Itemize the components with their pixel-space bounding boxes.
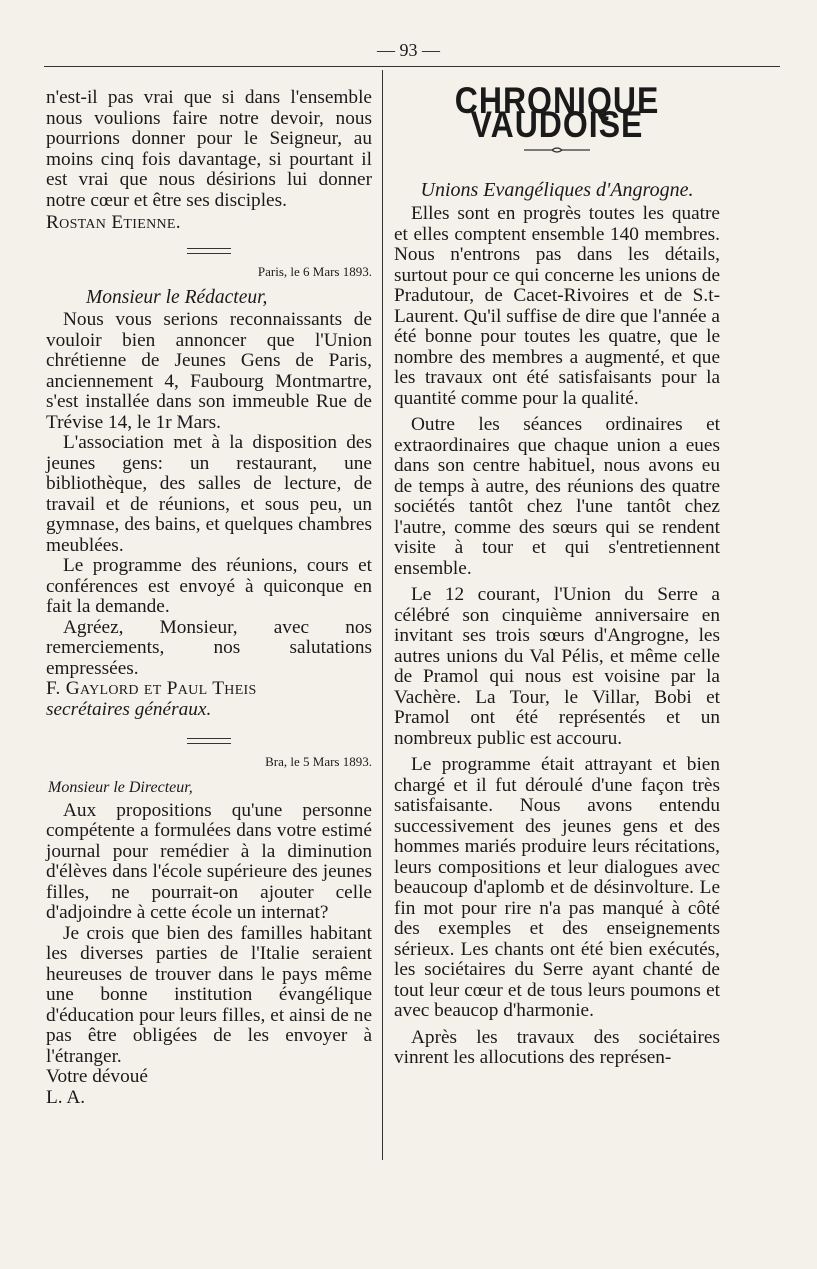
ornament-flourish-icon	[522, 146, 592, 154]
dateline-bra: Bra, le 5 Mars 1893.	[265, 754, 372, 769]
paragraph-internat: Aux propositions qu'une personne compétente a formulées dans votre estimé journal pour remédier à la diminution d'élèves dans l'école supérieure des jeunes filles, ne pourrait-on ajouter celle d'adjoindre à cette école un internat?	[46, 799, 372, 923]
signature-rostan: Rostan Etienne.	[46, 212, 181, 233]
paragraph-programme-vaudois: Le programme était attrayant et bien chargé et il fut déroulé d'une façon très satisfaisante. Nous avons entendu successivement des jeunes gens et des hommes mariés produire leurs récitations, leurs compositions et leur dialogues avec beaucoup d'aplomb et de désinvolture. Le fin mot pour rire n'a pas manqué à côté des exemples et des enseignements sérieux. Les chants ont été bien exécutés, les sociétaires du Serre ayant chanté de tout leur cœur et de tous leurs poumons et avec beaucop d'harmonie.	[394, 754, 720, 1021]
dateline-paris: Paris, le 6 Mars 1893.	[257, 263, 372, 279]
closing-devoue: Votre dévoué	[46, 1066, 148, 1087]
paragraph-anniversaire: Le 12 courant, l'Union du Serre a célébré son cinquième anniversaire en invitant ses trois sœurs d'Angrogne, les autres unions du Val Pélis, et même celle de Pramol qui nous est voisine par la Vachère. La Tour, le Villar, Bobi et Pramol ont été représentés et un nombreux public est accouru.	[394, 584, 720, 749]
signature-title: secrétaires généraux.	[46, 698, 212, 720]
header-rule	[44, 66, 780, 67]
paragraph-agreez: Agréez, Monsieur, avec nos remerciements, nos salutations empressées.	[46, 616, 372, 679]
signature-gaylord-theis: F. Gaylord et Paul Theis	[46, 678, 257, 699]
paragraph-familles: Je crois que bien des familles habitant les diverses parties de l'Italie seraient heureuses de trouver dans le pays même une bonne institution évangélique d'éducation pour leurs filles, et ainsi de ne pas être obligées de les envoyer à l'étranger.	[46, 922, 372, 1067]
page-number: — 93 —	[377, 40, 440, 60]
closing-initials: L. A.	[46, 1086, 86, 1108]
paragraph-union-announcement: Nous vous serions reconnaissants de vouloir bien annoncer que l'Union chrétienne de Jeunes Gens de Paris, anciennement 4, Faubourg Montmartre, s'est installée dans son immeuble Rue de Trévise 14, le 1r Mars.	[46, 309, 372, 433]
salutation-redacteur: Monsieur le Rédacteur,	[86, 286, 268, 308]
separator-dash	[187, 248, 231, 254]
paragraph-allocutions: Après les travaux des sociétaires vinrent les allocutions des représen-	[394, 1026, 720, 1068]
column-divider	[382, 70, 383, 1160]
right-column	[394, 79, 720, 1069]
left-column	[46, 88, 372, 1108]
salutation-directeur: Monsieur le Directeur,	[48, 779, 193, 796]
letter-ending-paragraph: n'est-il pas vrai que si dans l'ensemble nous voulions faire notre devoir, nous pourrions donner pour le Seigneur, au moins cinq fois davantage, si pourtant il est vrai que nous désirions lui donner notre cœur et être ses disciples.	[46, 87, 372, 211]
separator-dash	[187, 738, 231, 744]
paragraph-programme: Le programme des réunions, cours et conférences est envoyé à quiconque en fait la demande.	[46, 555, 372, 617]
paragraph-progres: Elles sont en progrès toutes les quatre et elles comptent ensemble 140 membres. Nous n'entrons pas dans les détails, surtout pour ce qui concerne les unions de Pradutour, de Cacet-Rivoires et de S.t-Laurent. Qu'il suffise de dire que l'année a été bonne pour toutes les quatre, que le nombre des membres a augmenté, et que les travaux ont été satisfaisants pour la quantité comme pour la qualité.	[394, 203, 720, 409]
section-title: CHRONIQUE VAUDOISE	[454, 79, 660, 145]
article-subhead: Unions Evangéliques d'Angrogne.	[420, 178, 694, 201]
paragraph-association: L'association met à la disposition des jeunes gens: un restaurant, une bibliothèque, des salles de lecture, de travail et de réunions, et sous peu, un gymnase, des bains, et quelques chambres meublées.	[46, 432, 372, 556]
paragraph-seances: Outre les séances ordinaires et extraordinaires que chaque union a eues dans son centre habituel, nous avons eu de temps à autre, des réunions des quatre sociétés tantôt chez l'une tantôt chez l'autre, comme des sœurs qui se rendent visite à tour et qui s'entretiennent ensemble.	[394, 414, 720, 579]
